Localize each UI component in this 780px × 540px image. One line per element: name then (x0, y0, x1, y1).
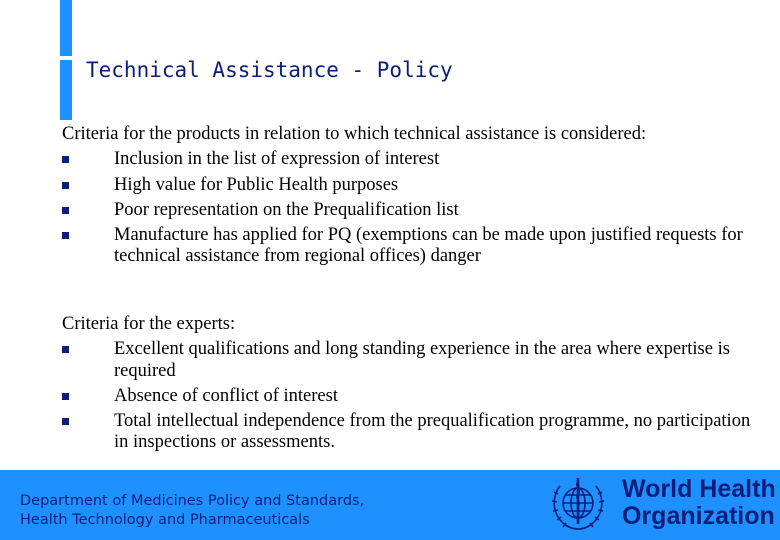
list-item-text: Total intellectual independence from the prequalification programme, no participation in inspections or assessments. (114, 411, 751, 453)
square-bullet-icon (62, 232, 69, 239)
square-bullet-icon (62, 418, 69, 425)
slide-title: Technical Assistance - Policy (86, 58, 453, 82)
list-item (62, 386, 762, 407)
experts-criteria-list (62, 339, 762, 453)
products-criteria-lead: Criteria for the products in relation to which technical assistance is considered: (62, 124, 647, 144)
who-wordmark-line-1: World Health (622, 475, 776, 503)
who-wordmark-line-2: Organization (622, 502, 775, 530)
list-item-text: Absence of conflict of interest (114, 385, 338, 406)
who-wordmark (622, 476, 776, 530)
list-item (62, 339, 762, 382)
accent-bar-bottom (60, 60, 72, 120)
list-item (62, 175, 762, 196)
list-item-text: High value for Public Health purposes (114, 174, 399, 195)
list-item (62, 225, 762, 268)
who-emblem-icon (546, 474, 610, 536)
list-item-text: Poor representation on the Prequalification list (114, 199, 459, 220)
list-item-text: Manufacture has applied for PQ (exemptions can be made upon justified requests for technical assistance from regional offices) danger (114, 225, 743, 267)
list-item (62, 200, 762, 221)
products-criteria-section (62, 124, 762, 272)
square-bullet-icon (62, 393, 69, 400)
experts-criteria-lead: Criteria for the experts: (62, 314, 236, 334)
list-item-text: Inclusion in the list of expression of interest (114, 149, 440, 170)
footer-line-2: Health Technology and Pharmaceuticals (20, 511, 310, 528)
square-bullet-icon (62, 346, 69, 353)
square-bullet-icon (62, 156, 69, 163)
experts-criteria-section (62, 314, 762, 458)
footer-department (20, 492, 364, 530)
square-bullet-icon (62, 207, 69, 214)
accent-bar-top (60, 0, 72, 56)
square-bullet-icon (62, 182, 69, 189)
list-item (62, 411, 762, 454)
footer-line-1: Department of Medicines Policy and Standards, (20, 493, 365, 509)
list-item-text: Excellent qualifications and long standing experience in the area where expertise is required (114, 339, 730, 381)
footer-bar (0, 470, 780, 540)
products-criteria-list (62, 149, 762, 267)
who-logo (546, 474, 776, 536)
list-item (62, 149, 762, 170)
